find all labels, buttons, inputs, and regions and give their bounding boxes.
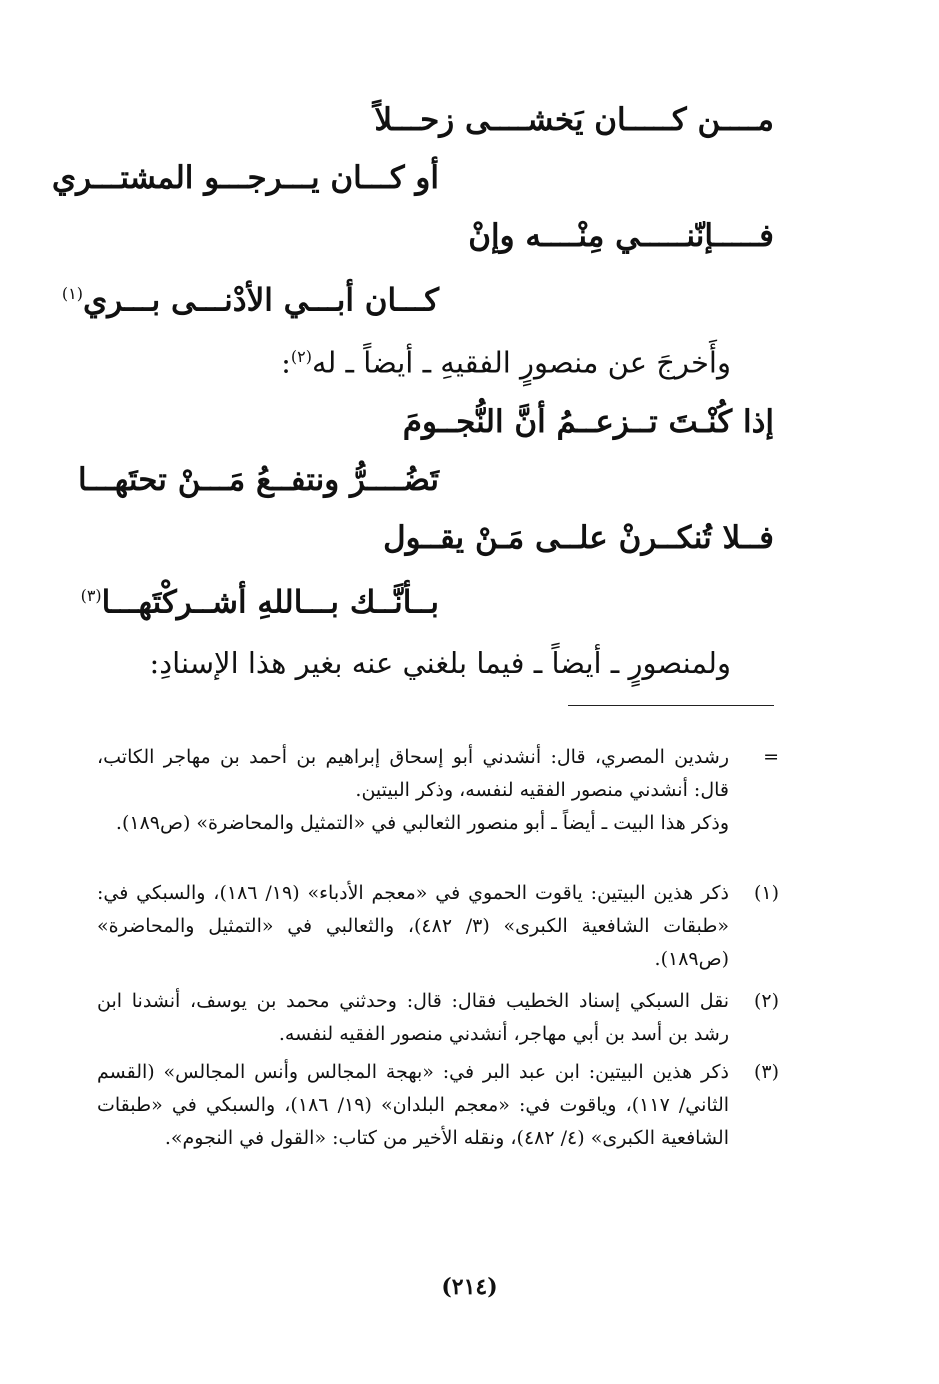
poem2-line-4: [81, 576, 439, 622]
poem-line-4-text: كـــان أبـــي الأدْنـــى بـــري: [83, 282, 439, 319]
footnote-paragraph: نقل السبكي إسناد الخطيب فقال: قال: وحدثني محمد بن يوسف، أنشدنا ابن رشد بن أسد بن أبي مهاجر، أنشدني منصور الفقيه لنفسه.: [97, 990, 729, 1045]
page-number: (٢١٤): [441, 1274, 498, 1300]
footnote-separator: [568, 705, 774, 706]
footnote-text: [97, 877, 729, 976]
footnote-paragraph: رشدين المصري، قال: أنشدني أبو إسحاق إبراهيم بن أحمد بن مهاجر الكاتب، قال: أنشدني منصور الفقيه لنفسه، وذكر البيتين.: [97, 746, 729, 801]
footnote-continued: [97, 741, 779, 871]
intro-line-2-colon: :: [281, 345, 291, 380]
footnote-text: [97, 985, 729, 1051]
footnote-marker: =: [763, 746, 779, 768]
footnote-ref-2[interactable]: (٢): [290, 347, 312, 366]
footnote-paragraph: وذكر هذا البيت ـ أيضاً ـ أبو منصور الثعالبي في «التمثيل والمحاضرة» (ص١٨٩).: [115, 812, 729, 834]
poem-line-1: مــــن كـــــان يَخشــــى زحـــلاً: [374, 102, 774, 138]
poem2-line-1: إذا كُنْـتَ تــزعــمُ أنَّ النُّجــومَ: [402, 404, 774, 440]
poem-line-4: [62, 274, 439, 320]
footnote-text: [97, 741, 729, 840]
footnote-text: [97, 1056, 729, 1155]
intro-line-2: [281, 337, 731, 383]
footnote-3: [97, 1056, 779, 1191]
footnote-paragraph: ذكر هذين البيتين: ابن عبد البر في: «بهجة المجالس وأنس المجالس» (القسم الثاني/ ١١٧)، وياقوت في: «معجم البلدان» (١٩/ ١٨٦)، والسبكي في «طبقات الشافعية الكبرى» (٤/ ٤٨٢)، ونقله الأخير من كتاب: «القول في النجوم».: [97, 1061, 730, 1149]
footnote-paragraph: ذكر هذين البيتين: ياقوت الحموي في «معجم الأدباء» (١٩/ ١٨٦)، والسبكي في: «طبقات الشافعية الكبرى» (٣/ ٤٨٢)، والثعالبي في «التمثيل والمحاضرة» (ص١٨٩).: [97, 882, 730, 970]
poem-line-3: فـــــإنّنـــــي مِنْــــه وإنْ: [468, 218, 774, 254]
intro-line-3: ولمنصورٍ ـ أيضاً ـ فيما بلغني عنه بغير هذا الإسنادِ:: [149, 646, 731, 680]
footnote-marker: (٣): [753, 1061, 779, 1083]
footnote-ref-3[interactable]: (٣): [80, 586, 102, 605]
poem2-line-3: فــلا تُنكــرنْ علــى مَـنْ يقــول: [383, 520, 774, 556]
poem-line-2: أو كـــان يـــرجـــو المشتـــري: [51, 160, 439, 196]
footnote-ref-1[interactable]: (١): [61, 284, 84, 303]
poem2-line-4-text: بــأنَّــك بـــاللهِ أشــركْتَهـــا: [101, 584, 439, 621]
intro-line-2-text: وأَخرجَ عن منصورٍ الفقيهِ ـ أيضاً ـ له: [311, 345, 731, 380]
footnote-1: [97, 877, 779, 977]
footnote-2: [97, 985, 779, 1051]
footnote-marker: (٢): [753, 990, 779, 1012]
footnote-marker: (١): [753, 882, 779, 904]
poem2-line-2: تَضُــــرُّ ونتفــعُ مَـــنْ تحتَهـــا: [77, 462, 439, 498]
